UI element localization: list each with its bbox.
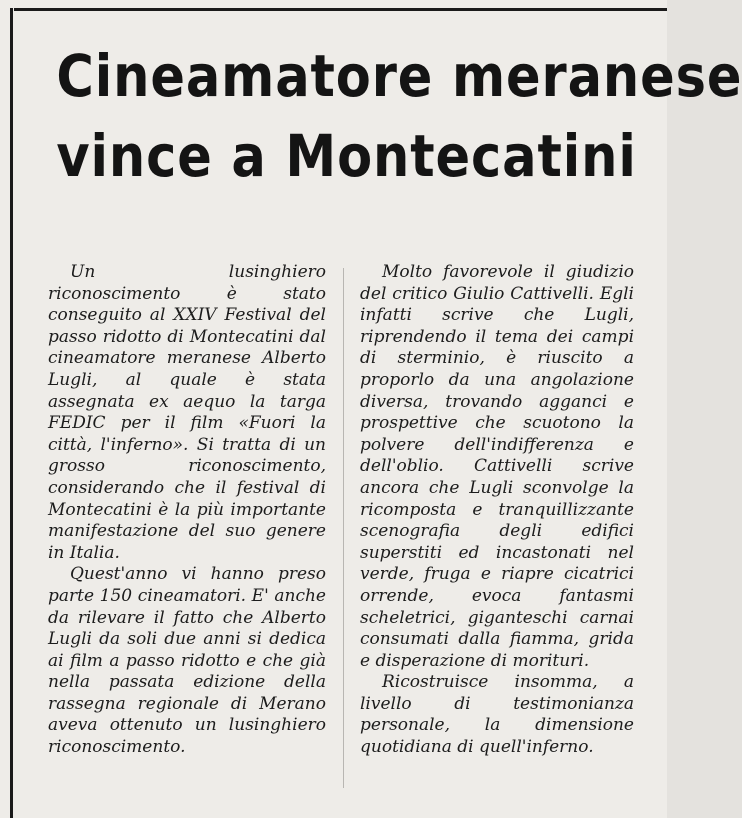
right-paragraph-1: Molto favorevole il giudizio del critico Giulio Cattivelli. Egli infatti scrive che Lugli, riprendendo il tema dei campi di sterminio, è riuscito a proporlo da una angolazione diversa, trovando agganci e prospettive che scuotono la polvere dell'indifferenza e dell'oblio. Cattivelli scrive ancora che Lugli sconvolge la ricomposta e tranquillizzante scenografia degli edifici superstiti ed incastonati nel verde, fruga e riapre cicatrici orrende, evoca fantasmi scheletrici, giganteschi carnai consumati dalla fiamma, grida e disperazione di morituri. (360, 262, 634, 671)
left-paragraph-2: Quest'anno vi hanno preso parte 150 cineamatori. E' anche da rilevare il fatto che Alberto Lugli da soli due anni si dedica ai film a passo ridotto e che già nella passata edizione della rassegna regionale di Merano aveva ottenuto un lusinghiero riconoscimento. (48, 564, 326, 758)
left-column (48, 262, 326, 759)
article-headline (56, 36, 742, 196)
left-border-rule (10, 8, 13, 818)
headline-line-2: vince a Montecatini (56, 122, 637, 190)
top-border-rule (14, 8, 667, 11)
right-column (360, 262, 634, 759)
column-divider (343, 268, 344, 788)
left-paragraph-1: Un lusinghiero riconoscimento è stato conseguito al XXIV Festival del passo ridotto di Montecatini dal cineamatore meranese Alberto Lugli, al quale è stata assegnata ex aequo la targa FEDIC per il film «Fuori la città, l'inferno». Si tratta di un grosso riconoscimento, considerando che il festival di Montecatini è la più importante manifestazione del suo genere in Italia. (48, 262, 326, 563)
headline-line-1: Cineamatore meranese (56, 42, 742, 110)
right-paragraph-2: Ricostruisce insomma, a livello di testimonianza personale, la dimensione quotidiana di quell'inferno. (360, 672, 634, 758)
